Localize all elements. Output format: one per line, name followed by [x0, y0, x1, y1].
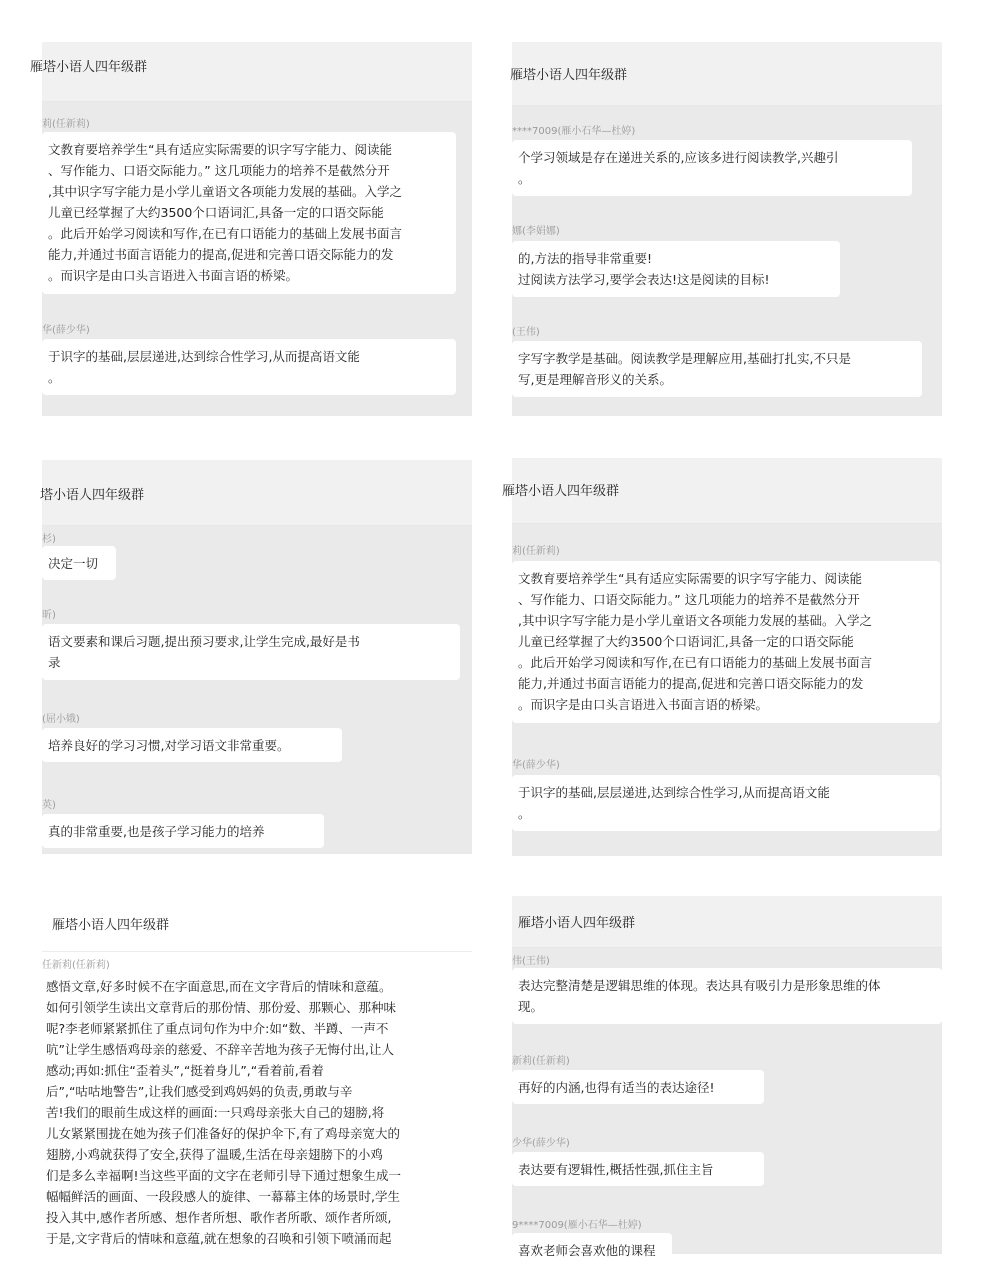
sender-name: 莉(任新莉): [42, 119, 90, 130]
sender-name: (屈小娥): [42, 714, 80, 725]
sender-name: ****7009(雁小石华—杜婷): [512, 126, 636, 137]
message-line: 再好的内涵,也得有适当的表达途径!: [518, 1080, 715, 1095]
message-line: 吭”让学生感悟鸡母亲的慈爱、不辞辛苦地为孩子无悔付出,让人: [46, 1042, 394, 1057]
chat-header: [30, 42, 472, 102]
message-line: 后”,“咕咕地警告”,让我们感受到鸡妈妈的负责,勇敢与辛: [46, 1084, 353, 1099]
message-line: 录: [48, 655, 61, 670]
sender-name: 莉(任新莉): [512, 546, 560, 557]
message-bubble[interactable]: [512, 140, 912, 196]
message-bubble[interactable]: [512, 775, 940, 831]
message-bubble[interactable]: [512, 241, 840, 297]
chat-panel-2: [512, 42, 942, 416]
chat-panel-4: [502, 458, 942, 856]
message-line: 翅膀,小鸡就获得了安全,获得了温暖,生活在母亲翅膀下的小鸡: [46, 1147, 383, 1162]
message-line: 儿童已经掌握了大约3500个口语词汇,具备一定的口语交际能: [48, 205, 384, 220]
message-line: 投入其中,感作者所感、想作者所想、歌作者所歌、颂作者所颂,: [46, 1210, 392, 1225]
message-line: 现。: [518, 999, 544, 1014]
sender-name: 伟(王伟): [512, 956, 550, 967]
message-line: 过阅读方法学习,要学会表达!这是阅读的目标!: [518, 272, 770, 287]
sender-name: 华(薛少华): [512, 760, 560, 771]
message-line: 于是,文字背后的情味和意蕴,就在想象的召唤和引领下喷涌而起: [46, 1231, 392, 1246]
sender-name: 昕): [42, 610, 56, 621]
message-line: 苦!我们的眼前生成这样的画面:一只鸡母亲张大自己的翅膀,将: [46, 1105, 385, 1120]
message-line: 字写字教学是基础。阅读教学是理解应用,基础打扎实,不只是: [518, 351, 851, 366]
message-bubble[interactable]: [512, 341, 922, 397]
sender-name: 杉): [42, 534, 56, 545]
message-bubble[interactable]: [512, 1233, 672, 1267]
message-bubble[interactable]: [42, 972, 470, 1262]
message-bubble[interactable]: [512, 561, 940, 723]
message-line: 喜欢老师会喜欢他的课程: [518, 1243, 656, 1258]
message-bubble[interactable]: [42, 132, 456, 294]
message-bubble[interactable]: [42, 814, 324, 848]
sender-name: 华(薛少华): [42, 325, 90, 336]
message-line: ,其中识字写字能力是小学儿童语文各项能力发展的基础。入学之: [518, 613, 872, 628]
message-line: 感动;再如:抓住“歪着头”,“挺着身儿”,“看着前,看着: [46, 1063, 324, 1078]
message-line: 文教育要培养学生“具有适应实际需要的识字写字能力、阅读能: [518, 571, 862, 586]
message-line: 培养良好的学习习惯,对学习语文非常重要。: [48, 738, 290, 753]
message-line: 儿女紧紧围拢在她为孩子们准备好的保护伞下,有了鸡母亲宽大的: [46, 1126, 400, 1141]
message-line: 于识字的基础,层层递进,达到综合性学习,从而提高语文能: [48, 349, 360, 364]
sender-name: 新莉(任新莉): [512, 1056, 570, 1067]
message-line: 于识字的基础,层层递进,达到综合性学习,从而提高语文能: [518, 785, 830, 800]
sender-name: 娜(李娟娜): [512, 226, 560, 237]
message-bubble[interactable]: [42, 728, 342, 762]
chat-header: [512, 42, 942, 106]
message-line: 。此后开始学习阅读和写作,在已有口语能力的基础上发展书面言: [518, 655, 872, 670]
message-line: 语文要素和课后习题,提出预习要求,让学生完成,最好是书: [48, 634, 360, 649]
message-bubble[interactable]: [512, 1152, 764, 1186]
message-line: 们是多么幸福啊!当这些平面的文字在老师引导下通过想象生成一: [46, 1168, 402, 1183]
message-bubble[interactable]: [512, 1070, 764, 1104]
message-line: 。: [48, 370, 61, 385]
sender-name: 9****7009(雁小石华—杜婷): [512, 1220, 642, 1231]
group-title: 雁塔小语人四年级群: [52, 918, 170, 933]
message-line: ,其中识字写字能力是小学儿童语文各项能力发展的基础。入学之: [48, 184, 402, 199]
message-line: 能力,并通过书面言语能力的提高,促进和完善口语交际能力的发: [518, 676, 864, 691]
message-line: 。: [518, 806, 531, 821]
message-bubble[interactable]: [42, 624, 460, 680]
message-line: 的,方法的指导非常重要!: [518, 251, 652, 266]
chat-header: [42, 896, 472, 952]
chat-header: [42, 460, 472, 526]
message-line: 、写作能力、口语交际能力。” 这几项能力的培养不是截然分开: [518, 592, 860, 607]
group-title: 雁塔小语人四年级群: [30, 60, 148, 75]
message-line: 写,更是理解音形义的关系。: [518, 372, 672, 387]
message-line: 如何引领学生读出文章背后的那份情、那份爱、那颗心、那种味: [46, 1000, 397, 1015]
message-line: 真的非常重要,也是孩子学习能力的培养: [48, 824, 265, 839]
message-line: 决定一切: [48, 556, 99, 571]
message-bubble[interactable]: [512, 968, 942, 1024]
message-bubble[interactable]: [42, 339, 456, 395]
message-line: 、写作能力、口语交际能力。” 这几项能力的培养不是截然分开: [48, 163, 390, 178]
message-line: 能力,并通过书面言语能力的提高,促进和完善口语交际能力的发: [48, 247, 394, 262]
group-title: 雁塔小语人四年级群: [510, 68, 628, 83]
group-title: 雁塔小语人四年级群: [502, 484, 620, 499]
sender-name: 少华(薛少华): [512, 1138, 570, 1149]
message-line: 。: [518, 171, 531, 186]
sender-name: 任新莉(任新莉): [42, 960, 110, 971]
chat-header: [502, 458, 942, 524]
message-line: 。而识字是由口头言语进入书面言语的桥梁。: [48, 268, 299, 283]
chat-panel-5: [42, 896, 472, 1254]
message-line: 儿童已经掌握了大约3500个口语词汇,具备一定的口语交际能: [518, 634, 854, 649]
message-line: 感悟文章,好多时候不在字面意思,而在文字背后的情味和意蕴。: [46, 979, 392, 994]
sender-name: 英): [42, 800, 56, 811]
message-line: 幅幅鲜活的画面、一段段感人的旋律、一幕幕主体的场景时,学生: [46, 1189, 400, 1204]
message-line: 呢?李老师紧紧抓住了重点词句作为中介:如“数、半蹲、一声不: [46, 1021, 389, 1036]
group-title: 雁塔小语人四年级群: [518, 916, 636, 931]
message-line: 。此后开始学习阅读和写作,在已有口语能力的基础上发展书面言: [48, 226, 402, 241]
chat-panel-3: [42, 460, 472, 854]
group-title: 塔小语人四年级群: [40, 488, 145, 503]
message-bubble[interactable]: [42, 546, 116, 580]
message-line: 个学习领域是存在递进关系的,应该多进行阅读教学,兴趣引: [518, 150, 839, 165]
message-line: 文教育要培养学生“具有适应实际需要的识字写字能力、阅读能: [48, 142, 392, 157]
chat-header: [512, 896, 942, 948]
sender-name: (王伟): [512, 327, 540, 338]
message-line: 。而识字是由口头言语进入书面言语的桥梁。: [518, 697, 769, 712]
chat-panel-1: [30, 42, 472, 416]
chat-panel-6: [512, 896, 942, 1258]
message-line: 表达完整清楚是逻辑思维的体现。表达具有吸引力是形象思维的体: [518, 978, 881, 993]
message-line: 表达要有逻辑性,概括性强,抓住主旨: [518, 1162, 714, 1177]
